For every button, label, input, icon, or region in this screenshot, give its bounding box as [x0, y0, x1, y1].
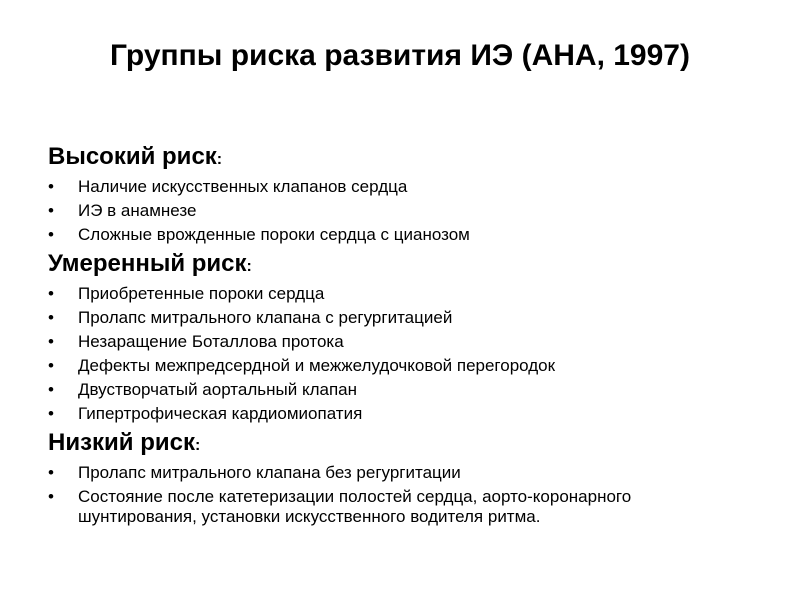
- list-item-text: Гипертрофическая кардиомиопатия: [78, 404, 363, 423]
- list-item: [48, 330, 738, 354]
- bullet-list: [48, 175, 738, 247]
- section-heading-label: Низкий риск: [48, 429, 195, 456]
- list-item-text: Двустворчатый аортальный клапан: [78, 380, 357, 399]
- list-item: [48, 402, 738, 426]
- section-high-risk: [48, 142, 738, 247]
- section-heading-label: Высокий риск: [48, 143, 217, 170]
- list-item-text: Пролапс митрального клапана без регургитации: [78, 463, 461, 482]
- section-heading-colon: :: [246, 258, 252, 275]
- list-item-text: Наличие искусственных клапанов сердца: [78, 177, 408, 196]
- section-heading: [48, 142, 738, 175]
- bullet-icon: •: [48, 308, 54, 327]
- list-item: [48, 199, 738, 223]
- bullet-icon: •: [48, 380, 54, 399]
- bullet-list: [48, 461, 738, 527]
- list-item: [48, 175, 738, 199]
- section-moderate-risk: [48, 249, 738, 426]
- list-item-text: Состояние после катетеризации полостей сердца, аорто-коронарного шунтирования, установки искусственного водителя ритма.: [78, 487, 632, 526]
- bullet-icon: •: [48, 404, 54, 423]
- list-item: [48, 354, 738, 378]
- list-item-text: Незаращение Боталлова протока: [78, 332, 344, 351]
- list-item-text: Приобретенные пороки сердца: [78, 284, 325, 303]
- bullet-icon: •: [48, 201, 54, 220]
- section-heading: [48, 249, 738, 282]
- bullet-icon: •: [48, 225, 54, 244]
- bullet-icon: •: [48, 463, 54, 482]
- risk-groups-content: [48, 142, 738, 529]
- bullet-icon: •: [48, 487, 54, 506]
- bullet-icon: •: [48, 284, 54, 303]
- list-item: [48, 485, 738, 527]
- list-item-text: Дефекты межпредсердной и межжелудочковой перегородок: [78, 356, 556, 375]
- list-item: [48, 306, 738, 330]
- list-item: [48, 223, 738, 247]
- section-low-risk: [48, 428, 738, 527]
- section-heading-label: Умеренный риск: [48, 250, 247, 277]
- bullet-icon: •: [48, 356, 54, 375]
- list-item: [48, 282, 738, 306]
- bullet-icon: •: [48, 177, 54, 196]
- list-item-text: ИЭ в анамнезе: [78, 201, 197, 220]
- list-item-text: Сложные врожденные пороки сердца с цианозом: [78, 225, 470, 244]
- section-heading: [48, 428, 738, 461]
- list-item-text: Пролапс митрального клапана с регургитацией: [78, 308, 453, 327]
- bullet-icon: •: [48, 332, 54, 351]
- list-item: [48, 461, 738, 485]
- section-heading-colon: :: [216, 151, 223, 168]
- list-item: [48, 378, 738, 402]
- bullet-list: [48, 282, 738, 426]
- section-heading-colon: :: [194, 437, 201, 454]
- slide-title: Группы риска развития ИЭ (AHA, 1997): [110, 39, 690, 72]
